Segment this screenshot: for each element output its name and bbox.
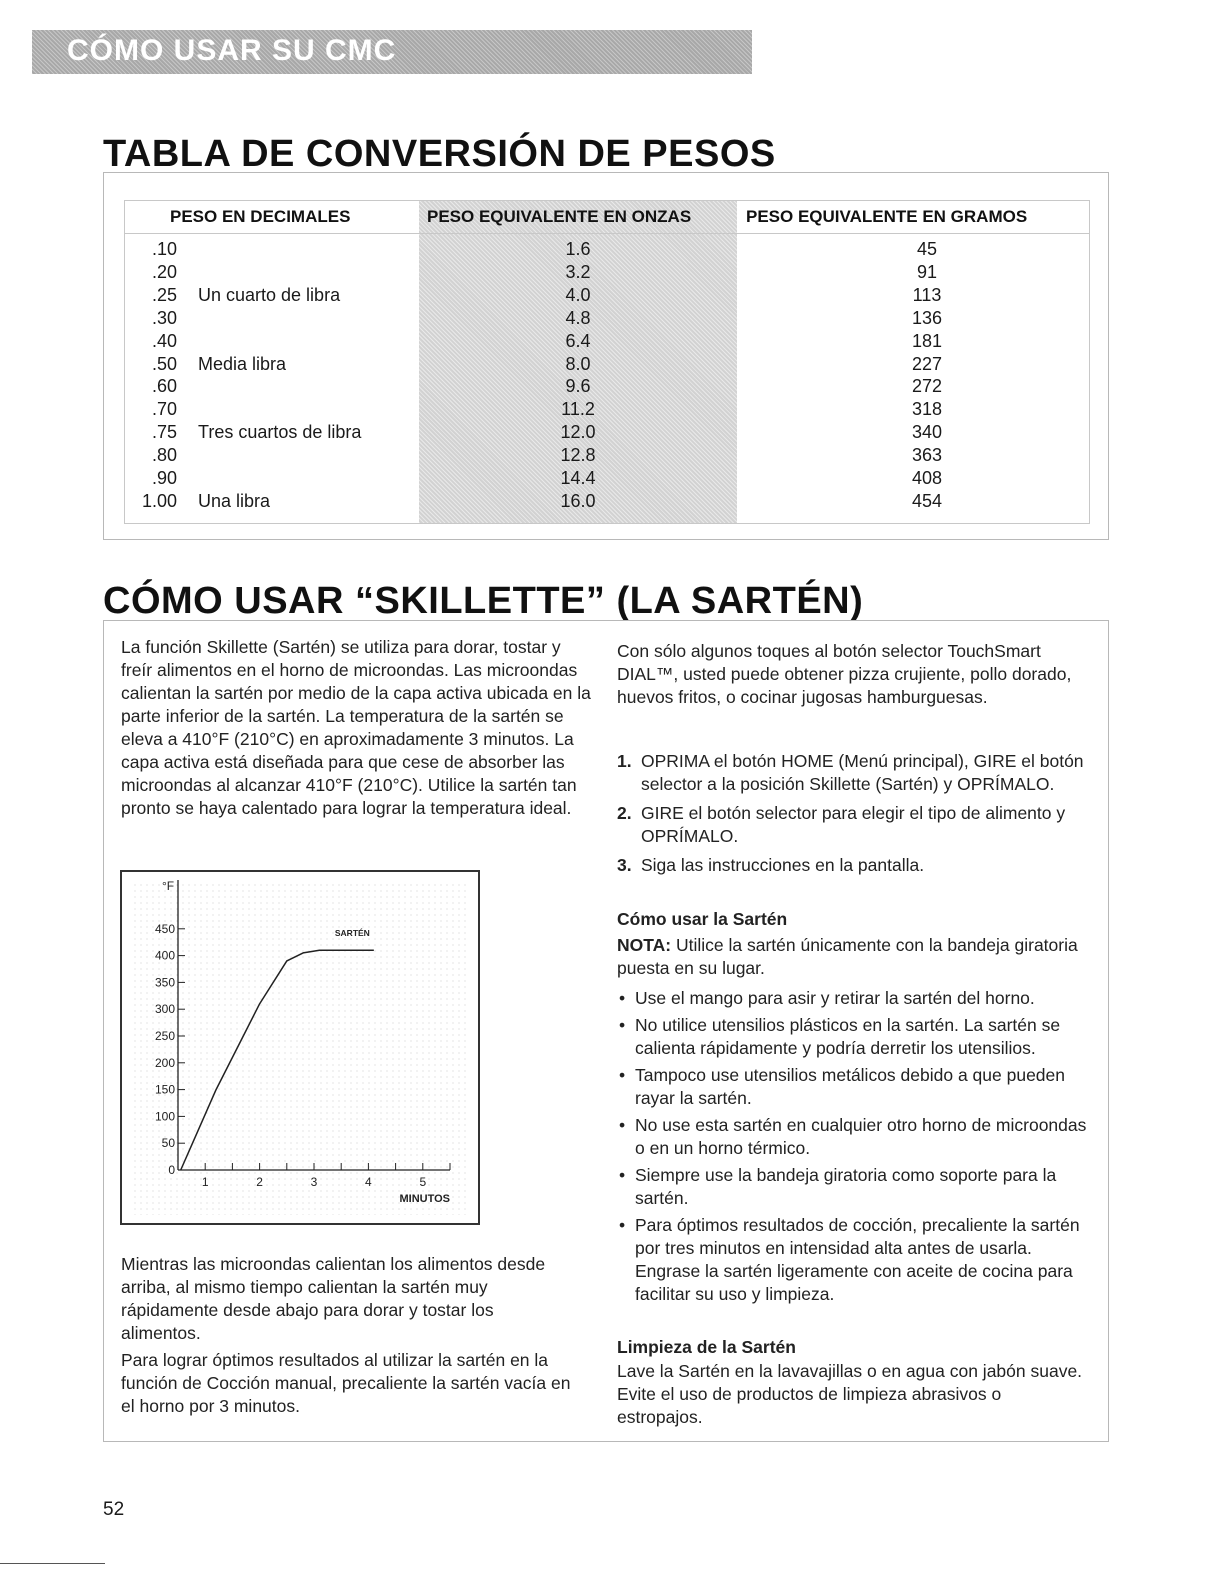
ounces-cell: 16.0 (560, 490, 596, 511)
header-divider (125, 233, 1089, 234)
table-row (125, 239, 1089, 262)
grams-cell: 91 (916, 261, 938, 282)
bullet-item: • No use esta sartén en cualquier otro horno de microondas o en un horno térmico. (617, 1114, 1095, 1160)
x-tick-label: 5 (419, 1175, 427, 1189)
conversion-table-frame (103, 172, 1109, 540)
decimal-cell: .70 (151, 399, 177, 420)
y-tick-label: 300 (154, 1002, 175, 1017)
bullet-item: • Tampoco use utensilios metálicos debido a que pueden rayar la sartén. (617, 1064, 1095, 1110)
grams-cell: 227 (911, 353, 943, 374)
step-1-number: 1. (617, 751, 632, 771)
chart-svg (122, 872, 478, 1223)
table-row (125, 399, 1089, 422)
table-row (125, 422, 1089, 445)
step-3-text: Siga las instrucciones en la pantalla. (641, 855, 925, 875)
x-tick-label: 1 (201, 1175, 209, 1189)
y-tick-label: 350 (154, 975, 175, 990)
note-label: NOTA: (617, 935, 672, 955)
y-tick-label: 0 (168, 1163, 175, 1177)
series-label: SARTÉN (334, 928, 370, 939)
bullet-item: • Para óptimos resultados de cocción, precaliente la sartén por tres minutos en intensidad alta antes de usarla. Engrase la sartén ligeramente con aceite de cocina para facilitar su uso y limpieza. (617, 1214, 1095, 1306)
page-number: 52 (103, 1499, 125, 1520)
right-intro: Con sólo algunos toques al botón selector TouchSmart DIAL™, usted puede obtener pizza crujiente, pollo dorado, huevos fritos, o cocinar jugosas hamburguesas. (617, 641, 1072, 707)
table-row (125, 445, 1089, 468)
table-row (125, 308, 1089, 331)
x-axis-label: MINUTOS (399, 1193, 450, 1205)
ounces-cell: 11.2 (561, 399, 595, 420)
grams-cell: 454 (911, 490, 943, 511)
table-row (125, 331, 1089, 354)
y-tick-label: 250 (154, 1029, 175, 1043)
decimal-cell: .30 (151, 307, 177, 328)
decimal-cell: .40 (151, 330, 177, 351)
temperature-chart (120, 870, 480, 1225)
table-row (125, 491, 1089, 514)
table-row (125, 376, 1089, 399)
left-paragraph-1: La función Skillette (Sartén) se utiliza para dorar, tostar y freír alimentos en el horno de microondas. Las microondas calientan la sartén por medio de la capa activa ubicada en la parte inferior de la sartén. La temperatura de la sartén se eleva a 410°F (210°C) en aproximadamente 3 minutos. La capa activa está diseñada para que cese de absorber las microondas al alcanzar 410°F (210°C). Utilice la sartén tan pronto se haya calentado para lograr la temperatura ideal. (121, 637, 591, 818)
bullet-item: • Siempre use la bandeja giratoria como soporte para la sartén. (617, 1164, 1095, 1210)
y-tick-label: 450 (154, 921, 175, 936)
table-row (125, 262, 1089, 285)
decimal-cell: .20 (151, 261, 177, 282)
table-row (125, 354, 1089, 377)
section-banner (32, 30, 752, 74)
decimal-cell: .75 (151, 422, 177, 443)
y-tick-label: 200 (154, 1055, 175, 1070)
y-tick-label: 50 (161, 1136, 175, 1151)
ounces-cell: 3.2 (565, 261, 591, 282)
table-row (125, 468, 1089, 491)
header-ounces: PESO EQUIVALENTE EN ONZAS (427, 207, 692, 226)
x-tick-label: 2 (256, 1175, 263, 1189)
footer-rule (0, 1563, 105, 1564)
conversion-table (124, 200, 1090, 524)
grams-cell: 181 (911, 330, 943, 351)
table-title: TABLA DE CONVERSIÓN DE PESOS (103, 133, 776, 175)
banner-text: CÓMO USAR SU CMC (67, 34, 397, 67)
x-tick-label: 3 (310, 1175, 318, 1189)
bullet-item: • No utilice utensilios plásticos en la sartén. La sartén se calienta rápidamente y podría derretir los utensilios. (617, 1014, 1095, 1060)
ounces-cell: 4.0 (565, 284, 591, 305)
note (617, 934, 1087, 980)
grams-cell: 340 (911, 422, 943, 443)
left-paragraph-2: Mientras las microondas calientan los alimentos desde arriba, al mismo tiempo calientan la sartén muy rápidamente desde abajo para dorar y tostar los alimentos. (121, 1254, 546, 1343)
step-3 (617, 854, 1097, 877)
label-cell: Media libra (198, 353, 287, 374)
decimal-cell: .50 (151, 353, 177, 374)
steps-list (617, 750, 1097, 883)
ounces-cell: 12.0 (560, 422, 596, 443)
grams-cell: 136 (911, 307, 943, 328)
chart-texture (130, 880, 470, 1215)
ounces-cell: 4.8 (565, 307, 591, 328)
y-tick-label: 150 (154, 1082, 175, 1097)
ounces-cell: 8.0 (565, 353, 591, 374)
decimal-cell: .90 (151, 468, 177, 488)
step-3-number: 3. (617, 855, 632, 875)
grams-cell: 272 (911, 376, 943, 397)
decimal-cell: 1.00 (141, 490, 177, 511)
y-axis-label: °F (162, 879, 175, 893)
ounces-cell: 14.4 (560, 468, 596, 488)
grams-cell: 363 (911, 445, 943, 466)
header-grams: PESO EQUIVALENTE EN GRAMOS (746, 207, 1028, 226)
ounces-cell: 9.6 (565, 376, 591, 397)
note-text: Utilice la sartén únicamente con la bandeja giratoria puesta en su lugar. (617, 935, 1078, 978)
ounces-cell: 6.4 (565, 330, 591, 351)
grams-cell: 113 (912, 284, 942, 305)
table-row (125, 285, 1089, 308)
step-1-text: OPRIMA el botón HOME (Menú principal), GIRE el botón selector a la posición Skillette (Sartén) y OPRÍMALO. (641, 751, 1084, 794)
left-paragraph-3: Para lograr óptimos resultados al utilizar la sartén en la función de Cocción manual, precaliente la sartén vacía en el horno por 3 minutos. (121, 1350, 571, 1416)
decimal-cell: .25 (151, 284, 177, 305)
grams-cell: 318 (911, 399, 943, 420)
bullet-list (617, 987, 1095, 1310)
step-2-number: 2. (617, 803, 632, 823)
label-cell: Un cuarto de libra (198, 284, 341, 305)
clean-heading: Limpieza de la Sartén (617, 1337, 796, 1357)
label-cell: Tres cuartos de libra (198, 422, 362, 443)
skillette-title: CÓMO USAR “SKILLETTE” (LA SARTÉN) (103, 580, 864, 622)
bullet-item: • Use el mango para asir y retirar la sartén del horno. (617, 987, 1095, 1010)
x-tick-label: 4 (365, 1175, 372, 1189)
decimal-cell: .10 (151, 239, 177, 259)
grams-cell: 45 (916, 239, 938, 259)
ounces-cell: 1.6 (565, 239, 591, 259)
header-decimal: PESO EN DECIMALES (170, 207, 351, 226)
step-2 (617, 802, 1097, 848)
ounces-cell: 12.8 (560, 445, 596, 466)
grams-cell: 408 (911, 468, 943, 488)
y-tick-label: 100 (154, 1109, 175, 1124)
label-cell: Una libra (198, 490, 271, 511)
step-1 (617, 750, 1097, 796)
clean-text: Lave la Sartén en la lavavajillas o en agua con jabón suave. Evite el uso de productos de limpieza abrasivos o estropajos. (617, 1361, 1083, 1427)
decimal-cell: .80 (151, 445, 177, 466)
use-heading: Cómo usar la Sartén (617, 909, 788, 929)
decimal-cell: .60 (151, 376, 177, 397)
step-2-text: GIRE el botón selector para elegir el tipo de alimento y OPRÍMALO. (641, 803, 1066, 846)
y-tick-label: 400 (154, 948, 175, 963)
